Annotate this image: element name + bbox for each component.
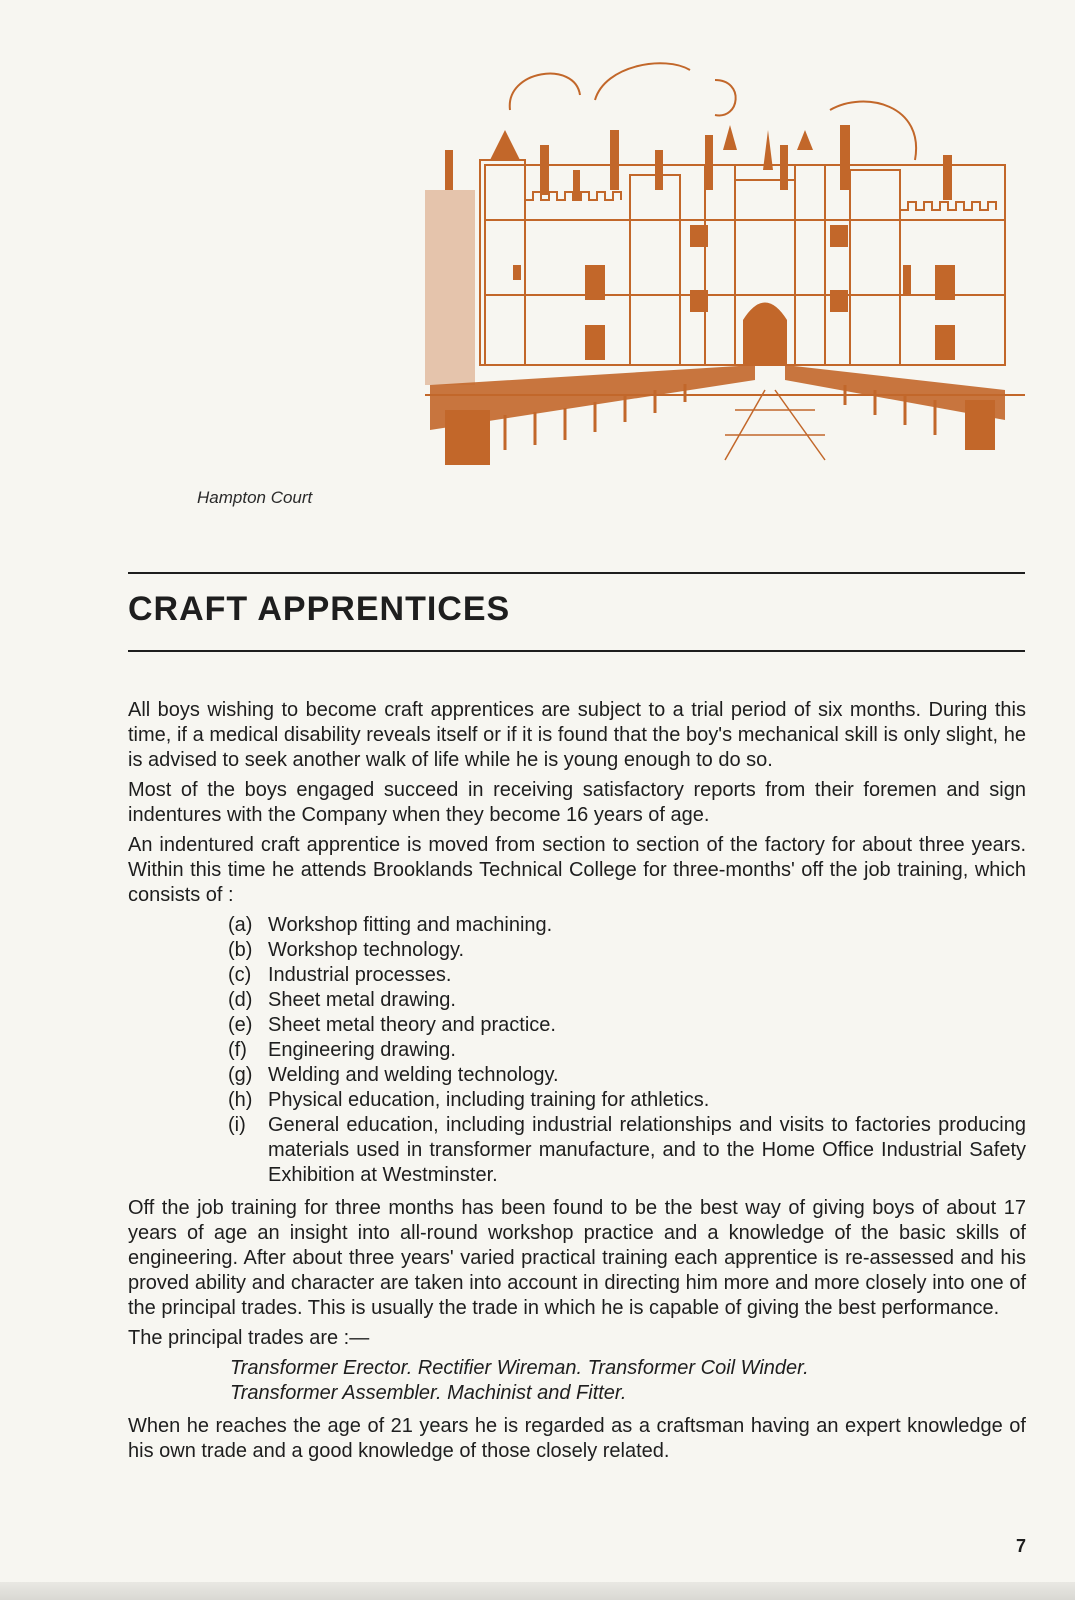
- heading-rule-top: [128, 572, 1025, 574]
- list-letter: (f): [228, 1039, 247, 1061]
- list-letter: (d): [228, 989, 253, 1011]
- paragraph-training: An indentured craft apprentice is moved from section to section of the factory for about three years. Within this time he attends Brooklands Technical College for three-months' off the job training, which consists of :: [128, 834, 1026, 906]
- list-letter: (g): [228, 1064, 253, 1086]
- trades-line: Transformer Erector. Rectifier Wireman. Transformer Coil Winder.: [230, 1357, 809, 1379]
- list-letter: (i): [228, 1114, 246, 1136]
- list-text: Workshop technology.: [268, 939, 465, 961]
- list-letter: (b): [228, 939, 253, 961]
- list-text: General education, including industrial relationships and visits to factories producing materials used in transformer manufacture, and to the Home Office Industrial Safety Exhibition at Westminster.: [268, 1114, 1026, 1186]
- paragraph-indentures: Most of the boys engaged succeed in receiving satisfactory reports from their foremen and sign indentures with the Company when they become 16 years of age.: [128, 779, 1026, 826]
- list-item: [228, 1113, 1026, 1188]
- list-item: [228, 1063, 1026, 1088]
- list-item: [228, 1038, 1026, 1063]
- list-text: Sheet metal drawing.: [268, 989, 456, 1011]
- list-text: Physical education, including training for athletics.: [268, 1089, 710, 1111]
- page-number: 7: [1016, 1536, 1027, 1556]
- list-text: Industrial processes.: [268, 964, 452, 986]
- section-heading: CRAFT APPRENTICES: [128, 590, 511, 628]
- list-item: [228, 963, 1026, 988]
- trades-intro: The principal trades are :—: [128, 1327, 370, 1349]
- list-letter: (c): [228, 964, 252, 986]
- paragraph-closing: When he reaches the age of 21 years he is regarded as a craftsman having an expert knowledge of his own trade and a good knowledge of those closely related.: [128, 1415, 1026, 1462]
- list-item: [228, 988, 1026, 1013]
- illustration-caption: Hampton Court: [197, 488, 313, 507]
- list-letter: (e): [228, 1014, 253, 1036]
- heading-rule-bottom: [128, 650, 1025, 652]
- paragraph-trial-period: All boys wishing to become craft apprentices are subject to a trial period of six months. During this time, if a medical disability reveals itself or if it is found that the boy's mechanical skill is only slight, he is advised to seek another walk of life while he is young enough to do so.: [128, 699, 1026, 771]
- paragraph-after-list: Off the job training for three months has been found to be the best way of giving boys of about 17 years of age an insight into all-round workshop practice and a knowledge of the basic skills of engineering. After about three years' varied practical training each apprentice is re-assessed and his proved ability and character are taken into account in directing him more and more closely into one of the principal trades. This is usually the trade in which he is capable of giving the best performance.: [128, 1197, 1026, 1319]
- page-bottom-edge: [0, 1582, 1075, 1600]
- trades-list: [230, 1356, 1026, 1406]
- list-text: Workshop fitting and machining.: [268, 914, 553, 936]
- list-item: [228, 1013, 1026, 1038]
- list-letter: (a): [228, 914, 253, 936]
- list-text: Engineering drawing.: [268, 1039, 456, 1061]
- list-text: Sheet metal theory and practice.: [268, 1014, 556, 1036]
- trades-line: Transformer Assembler. Machinist and Fitter.: [230, 1382, 627, 1404]
- list-item: [228, 913, 1026, 938]
- training-list: [128, 913, 1026, 1188]
- list-item: [228, 938, 1026, 963]
- castle-gatehouse-illustration: [425, 50, 1030, 480]
- list-item: [228, 1088, 1026, 1113]
- list-text: Welding and welding technology.: [268, 1064, 559, 1086]
- article-body: [128, 698, 1026, 1469]
- list-letter: (h): [228, 1089, 253, 1111]
